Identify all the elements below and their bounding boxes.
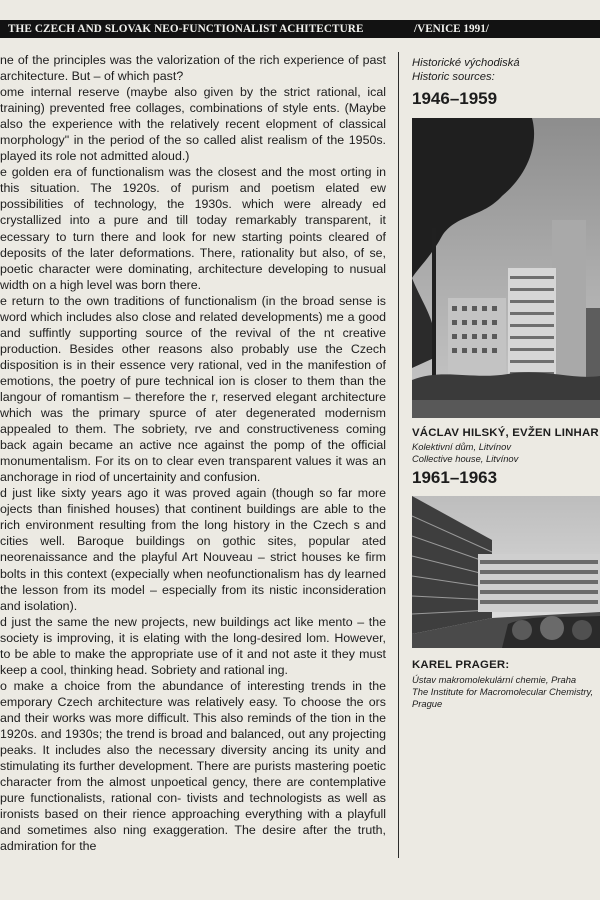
- column-divider: [398, 52, 399, 858]
- project-1-caption-czech: Kolektivní dům, Litvínov: [412, 441, 512, 452]
- running-header-venue: /VENICE 1991/: [414, 23, 489, 35]
- institute-photo-image: [412, 496, 600, 648]
- sidebar-column: [412, 52, 600, 852]
- period-heading-2: 1961–1963: [412, 468, 498, 487]
- article-body: ne of the principles was the valorization of the rich experience of past architecture. But – of which past? ome internal reserve (maybe also given by the strict rational, ical training) prevented free collages, combinations of style ents. (Maybe also the experience with the relatively recent elopment of classical morphology" in the period of the so called alist realism of the 1950s. played its role not admitted aloud.) e golden era of functionalism was the closest and the most orting in this situation. The 1920s. of purism and poetism elated ew possibilities of technology, the 1930s. which were already ed crystallized into a pure and till today remarkably transparent, it ecessary to turn there and look for new starting points cleared of deposits of the later deformations. There, rationality but also, of se, poetic character were dominating, architecture developing to nusual width on a high level was born there. e return to the own traditions of functionalism (in the broad sense is word which includes also close and related developments) me a good and suffintly supporting source of the revival of the nt creative production. Besides other reasons also probably use the Czech disposition is in their essence very rational, ved in the manifestion of emotions, the poetry of pure technical ion is closer to them than the langour of romantism – therefore the r, reserved elegant architecture which was the primary spurce of ater degenerated modernism appealed to them. The sobriety, rve and constructiveness coming back again became an active nce against the pomp of the official monumentalism. For its on to clear even transparent values it was an anchorage in riod of uncertainity and confusion. d just like sixty years ago it was proved again (though so far more ojects than finished houses) that continent buildings are able to the rich environment resulting from the long history in the Czech s and cities well. Baroque buildings on gothic sites, popular ated neorenaissance and the playful Art Nouveau – strict houses ke firm bolts in this context (expecially when neofunctionalism has dy learned the lesson from its model – especially from its nistic inconsideration and isolation). d just the same the new projects, new buildings act like mento – the society is improving, it is elating with the long-desired lom. However, to be able to make the appropriate use of it and not aste it they must keep a cool, thinking head. Sobriety and rational ing. o make a choice from the abundance of interesting trends in the emporary Czech architecture was relatively easy. To choose the ors and their works was more difficult. This also reminds of the tion in the 1920s. and 1930s; the trend is broad and balanced, out any projecting peaks. It includes also the necessary diversity ancing its unity and stimulating its further development. There are purists mastering poetic character from the almost unpoetical gency, there are contemplative pure functionalists, rational con- tivists and technologists as well as ironists based on their rience approaching everything with a playfull and sometimes also ning exaggeration. The desire after the truth, admiration for the: [0, 53, 386, 854]
- article-column: [0, 52, 398, 858]
- running-header: [0, 20, 600, 38]
- sidebar-heading-czech: Historické východiská: [412, 57, 520, 69]
- running-header-title: THE CZECH AND SLOVAK NEO-FUNCTIONALIST ACHITECTURE: [8, 23, 364, 35]
- project-2-caption-english: The Institute for Macromolecular Chemistry, Prague: [412, 686, 594, 709]
- photo-macromolecular-institute: [412, 496, 600, 648]
- project-1-caption-english: Collective house, Litvínov: [412, 453, 519, 464]
- period-heading-1: 1946–1959: [412, 89, 498, 108]
- project-1-architect: VÁCLAV HILSKÝ, EVŽEN LINHAR: [412, 427, 599, 439]
- sidebar-heading-english: Historic sources:: [412, 71, 495, 83]
- show-through-text-from-reverse: [412, 702, 600, 842]
- collective-house-photo-image: [412, 118, 600, 418]
- project-2-caption-czech: Ústav makromolekulární chemie, Praha: [412, 674, 577, 685]
- project-2-architect: KAREL PRAGER:: [412, 659, 510, 671]
- photo-collective-house: [412, 118, 600, 418]
